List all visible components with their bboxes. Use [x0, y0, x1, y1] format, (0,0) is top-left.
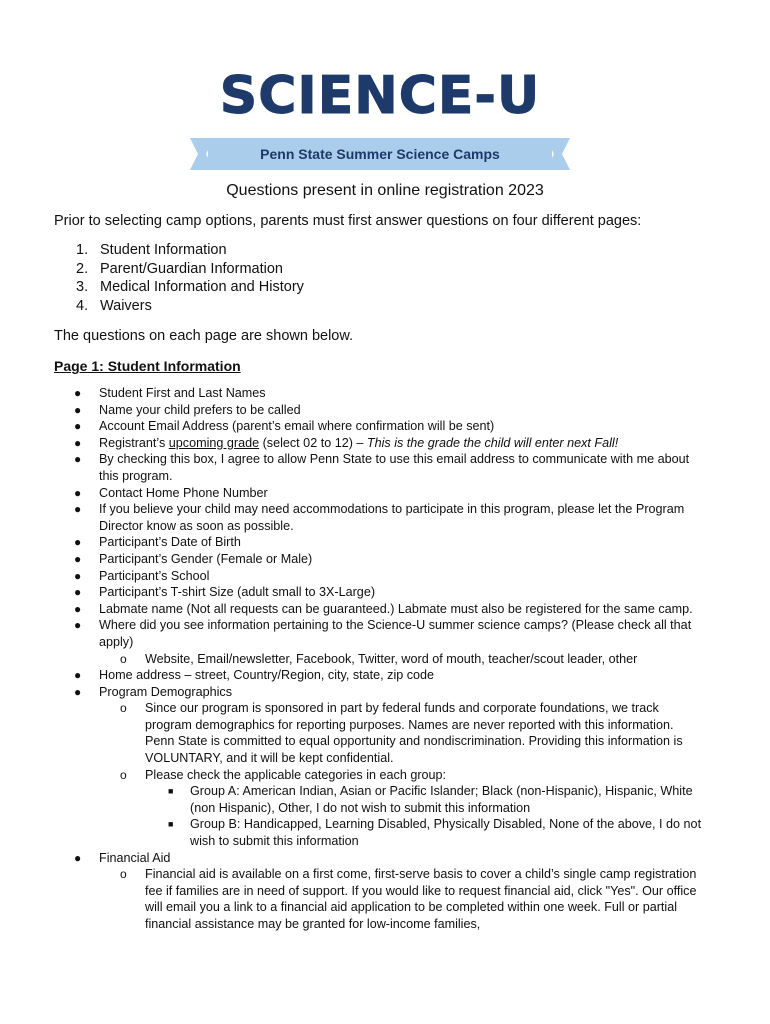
square-bullet-icon: ■: [168, 786, 174, 797]
list-item: ● By checking this box, I agree to allow Penn State to use this email address to communicate with me about this program.: [74, 452, 690, 483]
circle-bullet-icon: o: [120, 651, 127, 666]
list-item: ● Where did you see information pertaining to the Science-U summer science camps? (Please check all that apply): [74, 618, 692, 649]
bullet-icon: ●: [74, 551, 82, 566]
list-item: ● Participant’s School: [74, 568, 210, 583]
bullet-icon: ●: [74, 485, 82, 500]
bullet-icon: ●: [74, 684, 82, 699]
list-item: ● If you believe your child may need accommodations to participate in this program, please let the Program Director know as soon as possible.: [74, 502, 685, 533]
bullet-icon: ●: [74, 850, 82, 865]
list-item: o Website, Email/newsletter, Facebook, Twitter, word of mouth, teacher/scout leader, other: [120, 651, 638, 666]
science-u-logo: [190, 66, 570, 174]
bullet-icon: ●: [74, 402, 82, 417]
circle-bullet-icon: o: [120, 867, 127, 882]
bullet-icon: ●: [74, 419, 82, 434]
list-item: ● Participant’s Date of Birth: [74, 535, 241, 550]
list-item: ● Registrant’s upcoming grade (select 02 to 12) – This is the grade the child will enter next Fall!: [74, 435, 619, 450]
list-item: ● Participant’s T-shirt Size (adult small to 3X-Large): [74, 585, 376, 600]
section-heading: Page 1: Student Information: [54, 358, 241, 374]
list-item: ■ Group B: Handicapped, Learning Disabled, Physically Disabled, None of the above, I do not wish to submit this information: [168, 817, 702, 849]
list-item: ● Financial Aid: [74, 850, 171, 865]
bullet-icon: ●: [74, 618, 82, 633]
circle-bullet-icon: o: [120, 767, 127, 782]
question-list: [0, 385, 770, 933]
list-item: ● Program Demographics: [74, 684, 232, 699]
list-item: ● Contact Home Phone Number: [74, 485, 268, 500]
list-item: ● Home address – street, Country/Region, city, state, zip code: [74, 668, 435, 683]
list-item: ● Labmate name (Not all requests can be guaranteed.) Labmate must also be registered for the same camp.: [74, 601, 693, 616]
bullet-icon: ●: [74, 535, 82, 550]
bullet-icon: ●: [74, 452, 82, 467]
list-item: ● Name your child prefers to be called: [74, 402, 301, 417]
list-item: o Since our program is sponsored in part by federal funds and corporate foundations, we track program demographics for reporting purposes. Names are never reported with this information. Penn State is committed to equal opportunity and nondiscrimination. Providing this information is VOLUNTARY, and it will be kept confidential.: [120, 701, 683, 766]
list-item: o Financial aid is available on a first come, first-serve basis to cover a child’s single camp registration fee if families are in need of support. If you would like to request financial aid, click "Yes". Our office will email you a link to a financial aid application to be completed within one week. Full or partial financial assistance may be granted for low-income families,: [120, 867, 697, 931]
bullet-icon: ●: [74, 568, 82, 583]
list-item: 1. Student Information: [76, 242, 227, 258]
bullet-icon: ●: [74, 435, 82, 450]
bullet-icon: ●: [74, 668, 82, 683]
bullet-icon: ●: [74, 386, 82, 400]
pages-list: [76, 241, 304, 315]
list-item: 3. Medical Information and History: [76, 279, 304, 295]
list-item: 2. Parent/Guardian Information: [76, 260, 283, 277]
list-item: ■ Group A: American Indian, Asian or Pacific Islander; Black (non-Hispanic), Hispanic, White (non Hispanic), Other, I do not wish to submit this information: [168, 784, 693, 815]
list-item: o Please check the applicable categories in each group:: [120, 767, 447, 782]
list-item: ● Account Email Address (parent’s email where confirmation will be sent): [74, 419, 495, 434]
square-bullet-icon: ■: [168, 819, 174, 830]
circle-bullet-icon: o: [120, 701, 127, 716]
bullet-icon: ●: [74, 585, 82, 600]
list-item: ● Student First and Last Names: [74, 386, 266, 400]
logo-tagline: Penn State Summer Science Camps: [260, 146, 500, 162]
questions-intro: The questions on each page are shown below.: [54, 328, 354, 344]
bullet-icon: ●: [74, 502, 82, 517]
list-item: ● Participant’s Gender (Female or Male): [74, 551, 313, 566]
bullet-icon: ●: [74, 601, 82, 616]
intro-text: Prior to selecting camp options, parents must first answer questions on four different pages:: [54, 213, 642, 229]
list-item: 4. Waivers: [76, 297, 152, 314]
logo-wordmark: SCIENCE-U: [219, 66, 541, 126]
document-title: Questions present in online registration 2023: [226, 182, 544, 199]
